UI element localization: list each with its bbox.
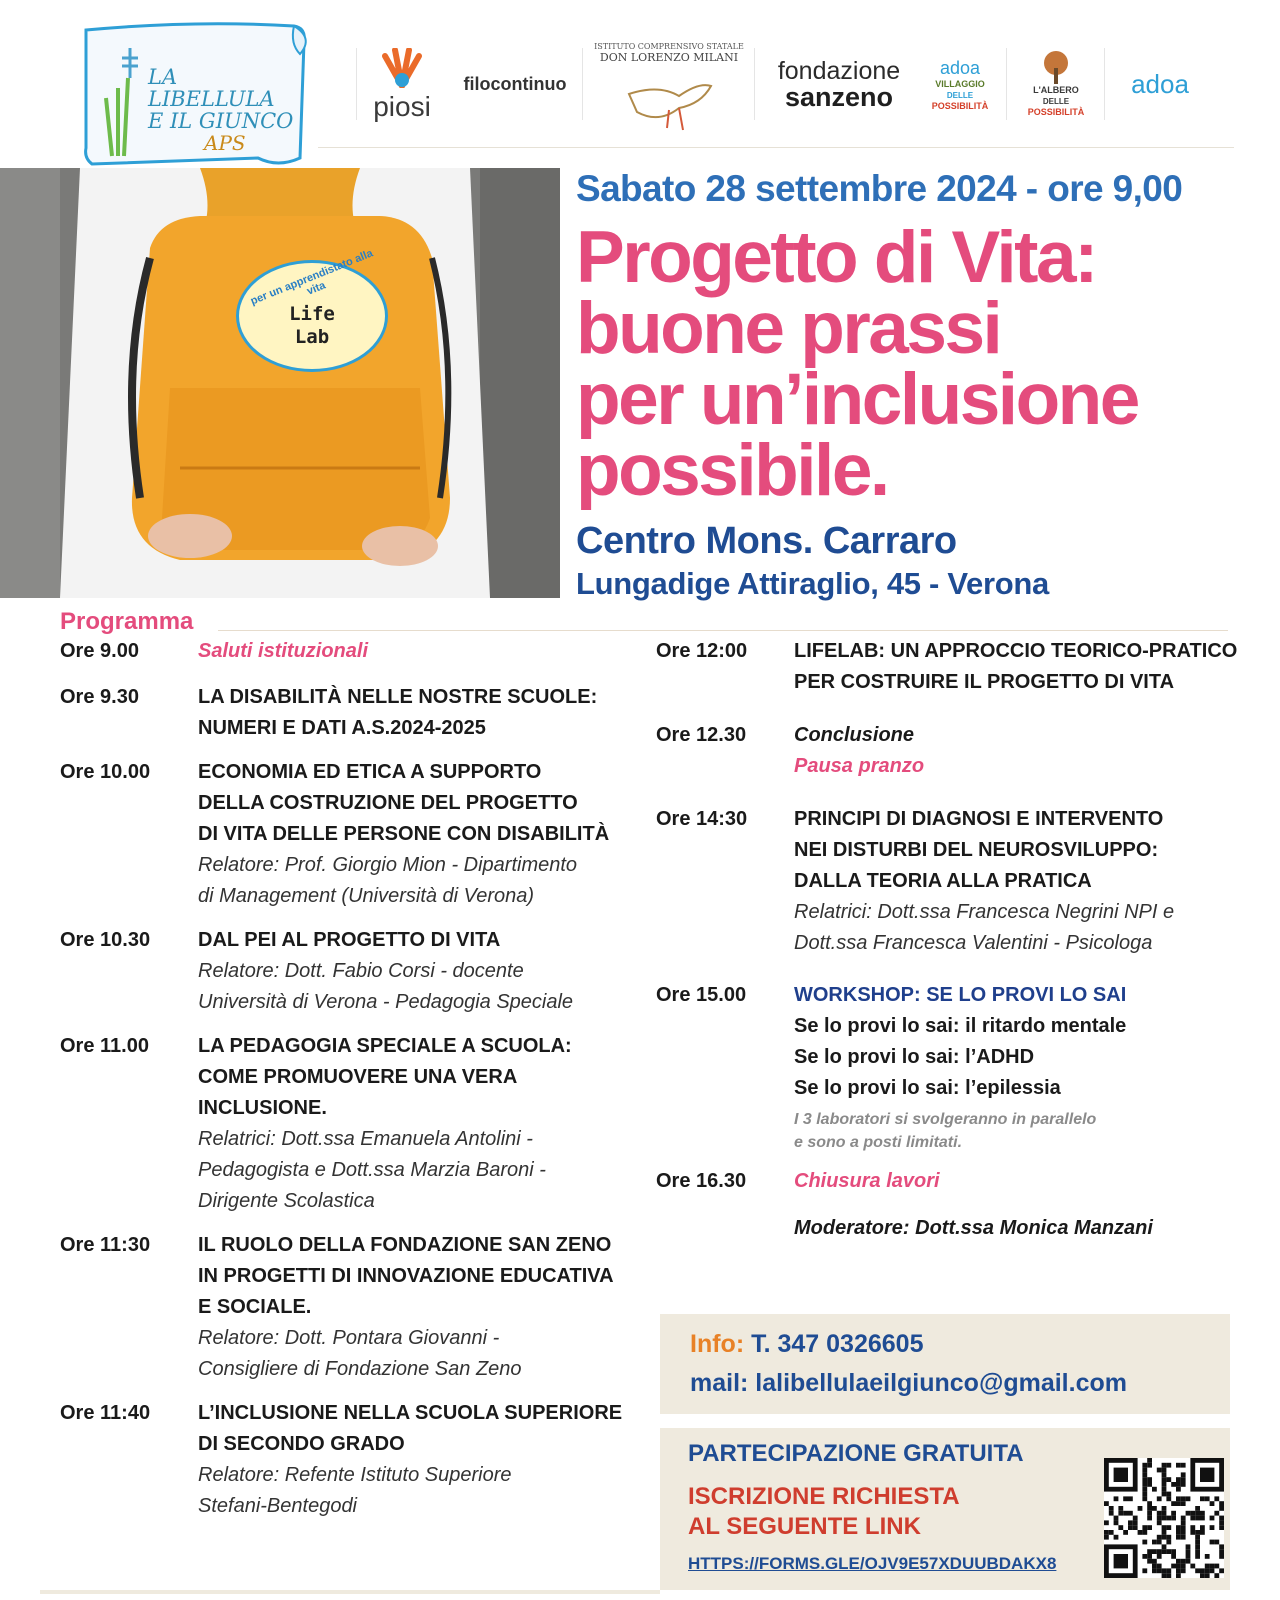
item-speaker: Pedagogista e Dott.ssa Marzia Baroni - [198,1159,546,1181]
piosi-logo [362,44,442,124]
item-speaker: Stefani-Bentegodi [198,1495,358,1517]
registration-box [660,1428,1230,1590]
item-title: DAL PEI AL PROGETTO DI VITA [198,929,501,951]
workshop-name: Se lo provi lo sai: l’ADHD [794,1046,1035,1068]
filocontinuo-logo [456,44,574,124]
footer-divider [40,1590,660,1594]
programme-divider [218,630,1228,631]
registration-required-line1: ISCRIZIONE RICHIESTA [688,1483,960,1510]
item-speaker: Relatore: Prof. Giorgio Mion - Dipartimento [198,854,578,876]
item-title: WORKSHOP: SE LO PROVI LO SAI [794,984,1127,1006]
villaggio-line2: DELLE [946,90,974,100]
logo-divider [582,48,583,120]
fondazione-name-line2: sanzeno [784,82,893,112]
logo-divider [356,48,357,120]
item-title: DI VITA DELLE PERSONE CON DISABILITÀ [198,823,610,845]
albero-line3: POSSIBILITÀ [1027,107,1085,117]
item-title: IN PROGETTI DI INNOVAZIONE EDUCATIVA [198,1265,614,1287]
item-speaker: Dott.ssa Francesca Valentini - Psicologa [794,932,1153,954]
item-time: Ore 12.30 [656,724,747,746]
item-time: Ore 10.00 [60,761,151,783]
organizer-name-line1: LA LIBELLULA [148,65,275,111]
workshop-note: e sono a posti limitati. [794,1134,963,1151]
event-title [576,217,1256,511]
logo-divider [754,48,755,120]
item-speaker: di Management (Università di Verona) [198,885,535,907]
organizer-name-line2: E IL GIUNCO [148,109,294,133]
item-title: LA DISABILITÀ NELLE NOSTRE SCUOLE: [198,686,598,708]
item-time: Ore 10.30 [60,929,151,951]
tree-icon [1036,50,1076,84]
item-title: Saluti istituzionali [198,640,369,662]
fondazione-sanzeno-logo [774,44,904,124]
venue-address: Lungadige Attiraglio, 45 - Verona [576,566,1049,601]
istituto-logo [594,40,744,140]
albero-line2: DELLE [1042,97,1070,106]
info-phone[interactable]: T. 347 0326605 [751,1330,924,1358]
item-title: Conclusione [794,724,915,746]
item-title: DALLA TEORIA ALLA PRATICA [794,870,1092,892]
item-title: NUMERI E DATI A.S.2024-2025 [198,717,486,739]
item-title: E SOCIALE. [198,1296,312,1318]
adoa-name: adoa [1131,68,1189,99]
item-speaker: Università di Verona - Pedagogia Speciale [198,991,574,1013]
qr-code-icon[interactable] [1104,1458,1224,1578]
item-title: L’INCLUSIONE NELLA SCUOLA SUPERIORE [198,1402,623,1424]
item-speaker: Relatore: Dott. Pontara Giovanni - [198,1327,500,1349]
backpack-photo [0,168,560,598]
event-date: Sabato 28 settembre 2024 - ore 9,00 [576,168,1183,209]
item-title: ECONOMIA ED ETICA A SUPPORTO [198,761,542,783]
item-title: PRINCIPI DI DIAGNOSI E INTERVENTO [794,808,1164,830]
adoa-logo [1110,44,1210,124]
item-title: LIFELAB: UN APPROCCIO TEORICO-PRATICO [794,640,1238,662]
moderator [794,1213,1153,1244]
life-lab-badge [236,247,388,372]
albero-possibilita-logo [1012,44,1100,124]
workshop-name: Se lo provi lo sai: il ritardo mentale [794,1015,1127,1037]
fondazione-name-line1: fondazione [777,57,901,85]
item-time: Ore 16.30 [656,1170,747,1192]
registration-required [688,1482,960,1542]
venue-name: Centro Mons. Carraro [576,520,957,562]
registration-required-line2: AL SEGUENTE LINK [688,1513,921,1540]
villaggio-line1: VILLAGGIO [935,78,985,89]
villaggio-adoa: adoa [939,57,981,78]
item-time: Ore 11:40 [60,1402,151,1424]
albero-line1: L'ALBERO [1033,85,1079,95]
item-speaker: Dirigente Scolastica [198,1190,375,1212]
item-time: Ore 11.00 [60,1035,149,1057]
badge-line1: Life [289,303,335,325]
item-title: INCLUSIONE. [198,1097,327,1119]
programme-heading: Programma [60,608,194,635]
header-divider [318,147,1234,148]
item-title: IL RUOLO DELLA FONDAZIONE SAN ZENO [198,1234,612,1256]
item-speaker: Relatore: Dott. Fabio Corsi - docente [198,960,524,982]
istituto-name-line1: ISTITUTO COMPRENSIVO STATALE [594,41,744,51]
registration-link[interactable]: HTTPS://FORMS.GLE/OJV9E57XDUUBDAKX8 [688,1554,1057,1573]
free-entry-label: PARTECIPAZIONE GRATUITA [688,1440,1024,1467]
item-time: Ore 12:00 [656,640,748,662]
item-speaker: Relatrici: Dott.ssa Francesca Negrini NPI e [794,901,1175,923]
filocontinuo-name: filocontinuo [463,73,567,94]
title-line4: possibile. [576,430,888,511]
info-email[interactable]: mail: lalibellulaeilgiunco@gmail.com [690,1369,1127,1397]
item-title: LA PEDAGOGIA SPECIALE A SCUOLA: [198,1035,572,1057]
piosi-name: piosi [373,90,431,122]
organizer-aps: APS [204,131,246,155]
villaggio-line3: POSSIBILITÀ [931,100,989,111]
villaggio-possibilita-logo [918,44,1002,124]
workshop-note: I 3 laboratori si svolgeranno in parallelo [794,1111,1097,1128]
item-time: Ore 9.00 [60,640,139,662]
item-speaker: Relatrici: Dott.ssa Emanuela Antolini - [198,1128,533,1150]
workshop-name: Se lo provi lo sai: l’epilessia [794,1077,1061,1099]
istituto-name-line2: DON LORENZO MILANI [599,50,739,64]
badge-line2: Lab [294,326,330,348]
item-speaker: Relatore: Refente Istituto Superiore [198,1464,512,1486]
item-title: COME PROMUOVERE UNA VERA [198,1066,518,1088]
goose-icon [619,64,719,134]
info-label: Info: [690,1330,745,1358]
badge-tagline: per un apprendistato alla vita [248,247,375,308]
item-title: PER COSTRUIRE IL PROGETTO DI VITA [794,671,1175,693]
moderator-text: Moderatore: Dott.ssa Monica Manzani [794,1217,1153,1239]
item-title: DI SECONDO GRADO [198,1433,405,1455]
logo-divider [1104,48,1105,120]
logo-strip [0,0,1280,160]
info-phone-line [690,1330,923,1359]
item-time: Ore 11:30 [60,1234,151,1256]
item-title: NEI DISTURBI DEL NEUROSVILUPPO: [794,839,1159,861]
item-time: Ore 14:30 [656,808,748,830]
title-line2: buone prassi [576,288,1001,369]
title-line3: per un’inclusione [576,359,1138,440]
item-time: Ore 15.00 [656,984,747,1006]
logo-divider [1006,48,1007,120]
item-title: DELLA COSTRUZIONE DEL PROGETTO [198,792,578,814]
item-title: Chiusura lavori [794,1170,940,1192]
organizer-logo [78,18,310,170]
info-box [660,1314,1230,1414]
item-subtitle: Pausa pranzo [794,755,925,777]
title-line1: Progetto di Vita: [576,217,1096,298]
item-speaker: Consigliere di Fondazione San Zeno [198,1358,522,1380]
item-time: Ore 9.30 [60,686,139,708]
